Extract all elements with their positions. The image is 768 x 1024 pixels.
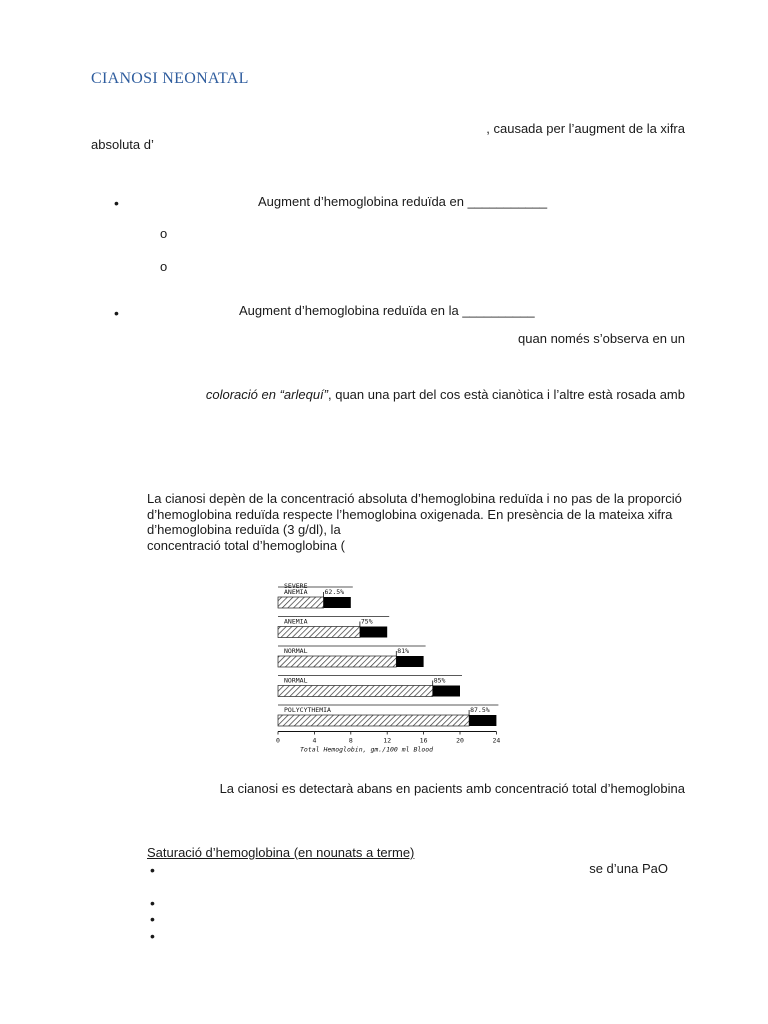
x-tick-label: 0 bbox=[276, 736, 280, 745]
bar-reduced-hemoglobin bbox=[324, 597, 351, 608]
category-label: POLYCYTHEMIA bbox=[284, 706, 331, 714]
sub-bullet-icon: o bbox=[160, 259, 168, 274]
bullet-icon: • bbox=[150, 928, 155, 944]
bar-oxygenated-hemoglobin bbox=[278, 715, 469, 726]
harlequin-description: , quan una part del cos està cianòtica i l’altre està rosada amb bbox=[328, 387, 685, 402]
saturation-label: 75% bbox=[360, 617, 373, 626]
paragraph-line: La cianosi depèn de la concentració absoluta d’hemoglobina reduïda i no pas de la proporció bbox=[147, 491, 682, 506]
sub-bullet-icon: o bbox=[160, 226, 168, 241]
list-item-reduced-hb-2: Augment d’hemoglobina reduïda en la __________ bbox=[239, 303, 535, 318]
harlequin-term: coloració en “arlequí” bbox=[205, 387, 328, 402]
bar-reduced-hemoglobin bbox=[396, 656, 423, 667]
x-tick-label: 16 bbox=[419, 736, 428, 745]
bullet-icon: • bbox=[150, 895, 155, 911]
bar-oxygenated-hemoglobin bbox=[278, 627, 360, 638]
bullet-icon: • bbox=[150, 911, 155, 927]
x-tick-label: 8 bbox=[348, 736, 353, 745]
pao-fragment: se d’una PaO bbox=[589, 861, 668, 876]
harlequin-line bbox=[206, 387, 685, 402]
category-label: ANEMIA bbox=[284, 588, 308, 596]
x-tick-label: 20 bbox=[456, 736, 464, 745]
bullet-icon: • bbox=[150, 862, 155, 878]
bullet-icon: • bbox=[114, 305, 119, 321]
bar-reduced-hemoglobin bbox=[360, 627, 387, 638]
detection-line: La cianosi es detectarà abans en pacients amb concentració total d’hemoglobina bbox=[219, 781, 685, 796]
category-label: SEVERE bbox=[284, 582, 308, 590]
hemoglobin-chart bbox=[270, 580, 510, 760]
bullet-icon: • bbox=[114, 195, 119, 211]
x-axis-title: Total Hemoglobin, gm./100 ml Blood bbox=[300, 745, 434, 754]
category-label: NORMAL bbox=[284, 647, 308, 655]
saturation-label: 85% bbox=[433, 676, 446, 685]
bar-oxygenated-hemoglobin bbox=[278, 597, 324, 608]
bar-reduced-hemoglobin bbox=[469, 715, 496, 726]
intro-line-fragment: , causada per l’augment de la xifra bbox=[486, 121, 685, 136]
observation-line: quan només s’observa en un bbox=[518, 331, 685, 346]
intro-line-continuation: absoluta d’ bbox=[91, 137, 154, 152]
document-title: CIANOSI NEONATAL bbox=[91, 70, 249, 87]
bar-oxygenated-hemoglobin bbox=[278, 656, 396, 667]
section-heading-saturation: Saturació d’hemoglobina (en nounats a terme) bbox=[147, 845, 415, 860]
paragraph-line: concentració total d’hemoglobina ( bbox=[147, 537, 346, 553]
list-item-reduced-hb-1: Augment d’hemoglobina reduïda en ___________ bbox=[258, 194, 548, 209]
paragraph-cyanosis bbox=[147, 491, 685, 553]
saturation-label: 81% bbox=[397, 647, 410, 655]
bar-oxygenated-hemoglobin bbox=[278, 686, 433, 697]
paragraph-line: d’hemoglobina reduïda (3 g/dl), la bbox=[147, 522, 341, 537]
saturation-label: 62.5% bbox=[324, 588, 345, 596]
x-tick-label: 24 bbox=[492, 736, 501, 745]
category-label: ANEMIA bbox=[284, 617, 308, 626]
x-tick-label: 4 bbox=[312, 736, 317, 745]
saturation-label: 87.5% bbox=[470, 706, 490, 714]
bar-reduced-hemoglobin bbox=[433, 686, 460, 697]
category-label: NORMAL bbox=[284, 676, 308, 685]
x-tick-label: 12 bbox=[383, 736, 392, 745]
paragraph-line: d’hemoglobina reduïda respecte l’hemoglobina oxigenada. En presència de la mateixa xifra bbox=[147, 506, 673, 522]
